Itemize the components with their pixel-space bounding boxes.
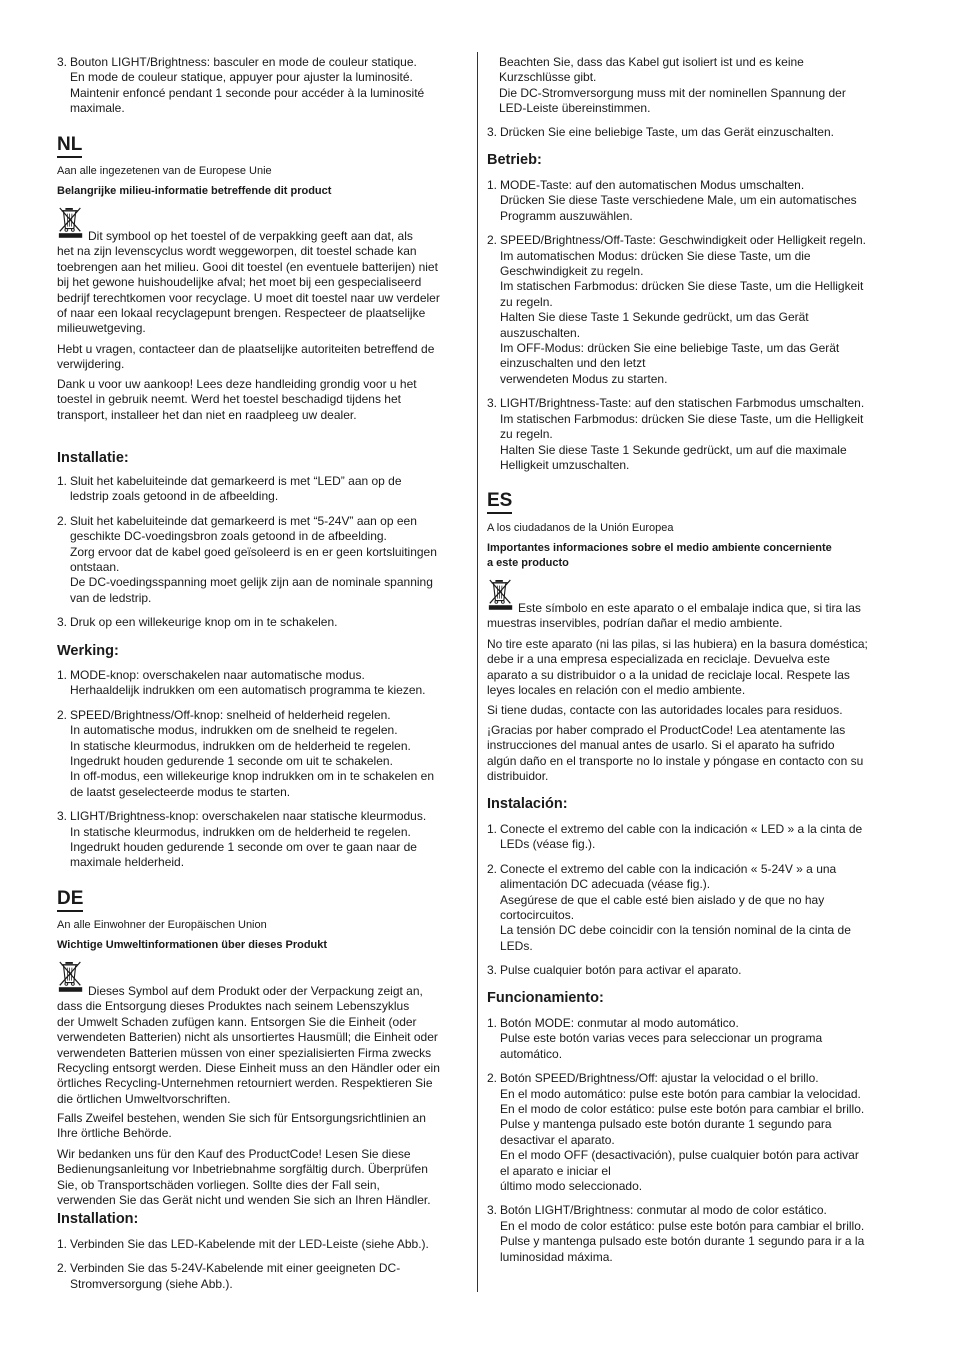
text-line: automático. [500,1046,563,1061]
es-env-lines [487,601,899,632]
text-line: Helligkeit umzuschalten. [500,457,630,472]
text-line: Halten Sie diese Taste 1 Sekunde gedrückt, um auf die maximale [500,442,847,457]
text-line: Dank u voor uw aankoop! Lees deze handleiding grondig voor u het [57,377,417,391]
item-number: 2. [57,513,68,528]
text-line: Pulse y mantenga pulsado este botón durante 1 segundo para ir a la [500,1234,865,1249]
item-number: 3. [487,396,498,411]
text-line: instrucciones del manual antes de usarlo. Si el aparato ha sufrido [487,738,835,753]
text-line: Ingedrukt houden gedurende 1 seconde om uit te schakelen. [70,754,393,769]
item-text [70,1237,469,1252]
item-text [500,396,899,473]
item-text [500,233,899,387]
text-line: Verbinden Sie das 5-24V-Kabelende mit einer geeigneten DC- [70,1261,401,1276]
text-line: In statische kleurmodus, indrukken om de helderheid te regelen. [70,738,411,753]
text-line: Conecte el extremo del cable con la indicación « 5-24V » a una [500,861,837,876]
text-line: Die DC-Stromversorgung muss mit der nominellen Spannung der [499,85,846,100]
text-line: Drücken Sie diese Taste verschiedene Male, um ein automatisches [500,193,857,208]
list-item [57,1237,469,1252]
nl-installation-list [57,474,469,631]
text-line: Si tiene dudas, contacte con las autoridades locales para residuos. [487,703,843,717]
text-line: último modo seleccionado. [500,1179,643,1194]
list-item [57,615,469,630]
text-line: De DC-voedingsspanning moet gelijk zijn aan de nominale spanning [70,575,433,590]
text-line: Pulse este botón varias veces para seleccionar un programa [500,1031,823,1046]
text-line: Ingedrukt houden gedurende 1 seconde om over te gaan naar de [70,840,417,855]
text-line: ¡Gracias por haber comprado el ProductCode! Lea atentamente las [487,723,846,737]
text-line: Geschwindigkeit zu regeln. [500,264,644,279]
text-line: Verbinden Sie das LED-Kabelende mit der LED-Leiste (siehe Abb.). [70,1237,429,1251]
text-line: Im automatischen Modus: drücken Sie diese Taste, um die [500,248,811,263]
nl-thanks-lines [57,377,469,423]
nl-environment-text [57,229,469,337]
text-line: En mode de couleur statique, appuyer pour ajuster la luminosité. [70,70,413,85]
item-text [500,125,912,140]
item-number: 2. [487,861,498,876]
text-line: verwendeten Batterien müssen von einer spezialisierten Firma zwecks [57,1045,432,1060]
text-line: Hebt u vragen, contacteer dan de plaatselijke autoriteiten betreffend de [57,342,435,356]
text-line: der Umwelt Schaden zufügen kann. Entsorgen Sie die Einheit (oder [57,1014,417,1029]
text-line: Druk op een willekeurige knop om in te schakelen. [70,615,338,630]
text-line: La tensión DC debe coincidir con la tensión nominal de la cinta de [500,923,851,938]
language-heading-de: DE [57,889,83,912]
es-important [487,541,899,571]
es-operation-heading: Funcionamiento: [487,990,604,1006]
de-install-item-2-continued [499,55,899,117]
text-line: transport, installeer het dan niet en raadpleeg uw dealer. [57,407,357,422]
nl-installation-heading: Installatie: [57,450,129,466]
text-line: Asegúrese de que el cable esté bien aislado y de que no hay [500,892,825,907]
item-number: 1. [57,1237,68,1251]
de-questions-lines [57,1111,469,1142]
text-line: Maintenir enfoncé pendant 1 seconde pour accéder à la luminosité [70,85,425,100]
text-line: zu regeln. [500,427,553,442]
es-intro: A los ciudadanos de la Unión Europea [487,522,674,534]
text-line: a este producto [487,557,569,569]
nl-operation-heading: Werking: [57,643,119,659]
de-cont-lines [499,55,899,117]
nl-questions-lines [57,342,469,373]
text-line: MODE-Taste: auf den automatischen Modus umschalten. [500,178,805,192]
item-number: 3. [487,1203,498,1218]
text-line: desactivar el aparato. [500,1132,615,1147]
text-line: Botón LIGHT/Brightness: conmutar al modo de color estático. [500,1203,827,1218]
item-text [70,1261,469,1292]
text-line: Recycling entsorgt werden. Diese Einheit muss an den Händler oder ein [57,1061,440,1076]
list-item [487,862,899,954]
text-line: Sluit het kabeluiteinde dat gemarkeerd is met “LED” aan op de [70,474,402,488]
text-line: geschikte DC-voedingsbron zoals getoond in de afbeelding. [70,529,387,544]
text-line: LIGHT/Brightness-Taste: auf den statischen Farbmodus umschalten. [500,396,865,411]
es-questions-lines [487,703,899,718]
es-thanks-lines [487,723,899,785]
list-item [487,822,899,853]
item-number: 3. [487,963,498,978]
item-text [500,862,899,954]
nl-thanks [57,377,469,423]
text-line: In automatische modus, indrukken om de snelheid te regelen. [70,723,398,738]
text-line: Kurzschlüsse gibt. [499,70,597,85]
text-line: ledstrip zoals getoond in de afbeelding. [70,489,279,504]
item-text [500,1203,899,1265]
list-item [57,474,469,505]
text-line: aparato a su distribuidor o a la unidad de reciclaje local. Respete las [487,667,850,682]
text-line: distribuidor. [487,769,549,784]
item-text [70,615,469,630]
item-number: 3. [57,615,68,630]
text-line: Pulse y mantenga pulsado este botón durante 1 segundo para [500,1117,832,1132]
text-line: zu regeln. [500,294,553,309]
text-line: alimentación DC adecuada (véase fig.). [500,877,711,892]
nl-important: Belangrijke milieu-informatie betreffende dit product [57,185,332,197]
item-text [500,1071,899,1194]
text-line: el aparato e iniciar el [500,1163,611,1178]
text-line: de laatst geselecteerde modus te starten. [70,784,291,799]
es-thanks [487,723,899,785]
item-text [70,474,469,505]
text-line: luminosidad máxima. [500,1249,613,1264]
text-line: het na zijn levenscyclus wordt weggeworpen, dit toestel schade kan [57,244,417,259]
item-number: 2. [57,1261,68,1276]
list-item [487,1203,899,1265]
language-heading-nl: NL [57,135,82,158]
item-number: 3. [57,809,68,824]
item-text [500,963,899,978]
item-number: 3. [487,125,498,139]
text-line: In statische kleurmodus, indrukken om de helderheid te regelen. [70,824,411,839]
de-install-item-3 [487,125,912,140]
text-line: Botón MODE: conmutar al modo automático. [500,1016,739,1030]
text-line: Wir bedanken uns für den Kauf des ProductCode! Lesen Sie diese [57,1147,411,1161]
text-line: Bouton LIGHT/Brightness: basculer en mode de couleur statique. [70,55,417,69]
list-item [487,1071,899,1194]
item-text [70,55,480,117]
item-number: 1. [487,178,498,192]
text-line: milieuwetgeving. [57,321,146,336]
list-item [57,708,469,800]
text-line: leyes locales en relación con el medio ambiente. [487,683,746,698]
text-line: En el modo de color estático: pulse este botón para cambiar el brillo. [500,1218,865,1233]
list-item [57,514,469,606]
text-line: debe ir a una empresa especializada en reciclaje. Devuelva este [487,652,830,667]
item-text [500,822,899,853]
list-item [487,963,899,978]
text-line: Sie, ob Transportschäden vorliegen. Sollte dies der Fall sein, [57,1177,380,1192]
language-heading-es: ES [487,491,512,514]
de-operation-heading: Betrieb: [487,152,542,168]
text-line: Drücken Sie eine beliebige Taste, um das Gerät einzuschalten. [500,125,834,139]
nl-questions [57,342,469,373]
text-line: Im OFF-Modus: drücken Sie eine beliebige Taste, um das Gerät [500,341,840,356]
de-operation-list [487,178,899,473]
text-line: No tire este aparato (ni las pilas, si las hubiera) en la basura doméstica; [487,637,868,651]
text-line: Zorg ervoor dat de kabel goed geïsoleerd is en er geen kortsluitingen [70,544,437,559]
list-item [57,809,469,871]
de-env-lines [57,984,469,1107]
text-line: maximale helderheid. [70,855,185,870]
text-line: LIGHT/Brightness-knop: overschakelen naar statische kleurmodus. [70,809,427,824]
text-line: Importantes informaciones sobre el medio ambiente concerniente [487,542,832,554]
de-thanks [57,1147,469,1209]
item-number: 1. [57,668,68,682]
text-line: verwijdering. [57,357,125,372]
text-line: Bedienungsanleitung vor Inbetriebnahme sorgfältig durch. Überprüfen [57,1162,428,1177]
list-item [57,668,469,699]
item-text [70,668,469,699]
item-text [70,514,469,606]
es-installation-heading: Instalación: [487,796,568,812]
text-line: En el modo OFF (desactivación), pulse cualquier botón para activar [500,1148,859,1163]
text-line: verwendeten Batterien) nicht als unsortiertes Hausmüll; die Einheit oder [57,1030,438,1045]
es-environment-text-2 [487,637,899,699]
text-line: toebrengen aan het milieu. Gooi dit toestel (en eventuele batterijen) niet [57,259,438,274]
es-important-lines [487,541,899,571]
item-number: 1. [57,474,68,488]
text-line: verwendeten Modus zu starten. [500,371,668,386]
text-line: muestras inservibles, podrían dañar el medio ambiente. [487,616,783,631]
text-line: Dit symbool op het toestel of de verpakking geeft aan dat, als [88,229,413,243]
text-line: Botón SPEED/Brightness/Off: ajustar la velocidad o el brillo. [500,1071,819,1086]
text-line: Beachten Sie, dass das Kabel gut isoliert ist und es keine [499,55,804,69]
text-line: die örtlichen Umweltvorschriften. [57,1091,231,1106]
text-line: bedrijf terechtkomen voor recyclage. U moet dit toestel naar uw verdeler [57,290,440,305]
text-line: ontstaan. [70,560,120,575]
item-number: 2. [487,233,498,248]
fr-operation-item-3 [57,55,480,117]
list-item [487,178,899,224]
list-item [57,1261,469,1292]
de-important: Wichtige Umweltinformationen über dieses Produkt [57,939,328,951]
text-line: auszuschalten. [500,325,581,340]
nl-operation-list [57,668,469,871]
text-line: SPEED/Brightness/Off-knop: snelheid of helderheid regelen. [70,707,391,722]
text-line: Halten Sie diese Taste 1 Sekunde gedrückt, um das Gerät [500,310,809,325]
de-installation-heading: Installation: [57,1211,139,1227]
text-line: van de ledstrip. [70,590,152,605]
text-line: Sluit het kabeluiteinde dat gemarkeerd is met “5-24V” aan op een [70,513,417,528]
text-line: cortocircuitos. [500,908,575,923]
de-environment-text [57,984,469,1107]
es-env2-lines [487,637,899,699]
text-line: einzuschalten und den letzt [500,356,646,371]
es-operation-list [487,1016,899,1265]
text-line: Ihre örtliche Behörde. [57,1126,172,1141]
item-number: 1. [487,1016,498,1030]
text-line: LEDs (véase fig.). [500,837,596,852]
text-line: Falls Zweifel bestehen, wenden Sie sich für Entsorgungsrichtlinien an [57,1111,426,1125]
item-text [500,178,899,224]
de-questions [57,1111,469,1142]
list-item [487,233,899,387]
text-line: Programm auszuwählen. [500,208,633,223]
text-line: Im statischen Farbmodus: drücken Sie diese Taste, um die Helligkeit [500,279,864,294]
text-line: Este símbolo en este aparato o el embalaje indica que, si tira las [518,601,861,615]
text-line: Dieses Symbol auf dem Produkt oder der Verpackung zeigt an, [88,984,423,998]
text-line: Herhaaldelijk indrukken om een automatisch programma te kiezen. [70,683,426,698]
es-environment-text [487,601,899,632]
text-line: Conecte el extremo del cable con la indicación « LED » a la cinta de [500,822,863,836]
text-line: En el modo automático: pulse este botón para cambiar la velocidad. [500,1086,861,1101]
item-text [70,708,469,800]
list-item [487,1016,899,1062]
text-line: En el modo de color estático: pulse este botón para cambiar el brillo. [500,1102,865,1117]
item-number: 2. [57,707,68,722]
text-line: LEDs. [500,938,533,953]
text-line: örtliches Recycling-Unternehmen retourniert werden. Respektieren Sie [57,1076,433,1091]
text-line: verwenden Sie das Gerät nicht und wenden Sie sich an Ihren Händler. [57,1193,431,1208]
text-line: Pulse cualquier botón para activar el aparato. [500,963,742,978]
nl-intro: Aan alle ingezetenen van de Europese Unie [57,165,272,177]
text-line: dass die Entsorgung dieses Produktes nach seinem Lebenszyklus [57,999,410,1014]
text-line: of naar een lokaal recyclagepunt brengen. Respecteer de plaatselijke [57,306,426,321]
text-line: bij het gewone huishoudelijke afval; het moet bij een gespecialiseerd [57,275,422,290]
item-text [70,809,469,871]
text-line: Im statischen Farbmodus: drücken Sie diese Taste, um die Helligkeit [500,411,864,426]
de-intro: An alle Einwohner der Europäischen Union [57,919,267,931]
column-divider [477,52,478,1292]
es-questions [487,703,899,718]
de-thanks-lines [57,1147,469,1209]
text-line: algún daño en el transporte no lo instale y póngase en contacto con su [487,753,864,768]
nl-env-lines [57,229,469,337]
item-number: 2. [487,1071,498,1086]
text-line: In off-modus, een willekeurige knop indrukken om in te schakelen en [70,769,434,784]
list-item [487,396,899,473]
text-line: maximale. [70,101,125,116]
es-installation-list [487,822,899,979]
text-line: SPEED/Brightness/Off-Taste: Geschwindigkeit oder Helligkeit regeln. [500,233,866,248]
item-number: 3. [57,55,68,69]
text-line: toestel in gebruik neemt. Werd het toestel beschadigd tijdens het [57,392,401,407]
text-line: Stromversorgung (siehe Abb.). [70,1276,233,1291]
text-line: LED-Leiste übereinstimmen. [499,101,651,116]
text-line: MODE-knop: overschakelen naar automatische modus. [70,668,365,682]
item-text [500,1016,899,1062]
de-installation-list [57,1237,469,1292]
item-number: 1. [487,822,498,836]
